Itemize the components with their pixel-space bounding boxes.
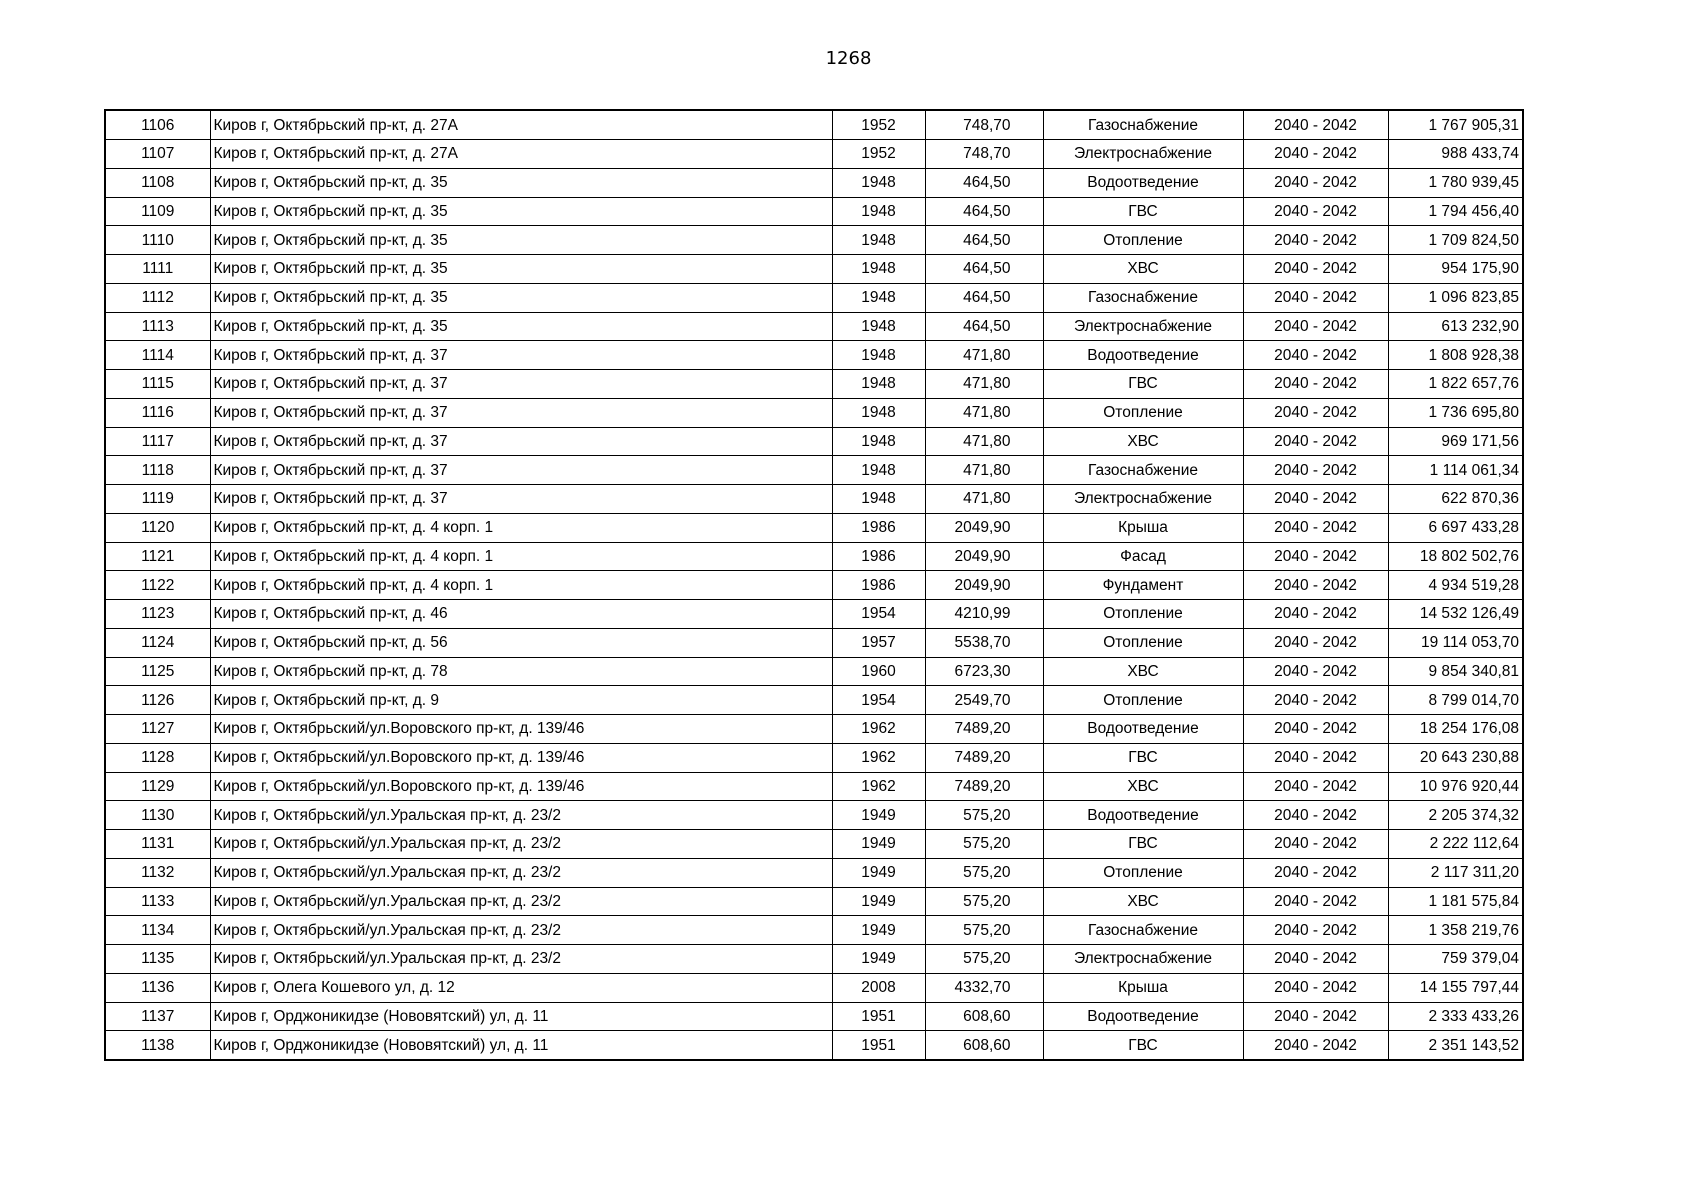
year-cell: 1948: [832, 283, 925, 312]
table-row: [105, 657, 1523, 686]
address-cell: Киров г, Октябрьский пр-кт, д. 35: [210, 312, 832, 341]
table-row: [105, 600, 1523, 629]
area-cell: 608,60: [925, 1031, 1043, 1061]
work-type-cell: Водоотведение: [1043, 715, 1243, 744]
work-type-cell: Водоотведение: [1043, 801, 1243, 830]
year-cell: 1948: [832, 456, 925, 485]
table-row: [105, 858, 1523, 887]
period-cell: 2040 - 2042: [1243, 945, 1388, 974]
cost-cell: 1 808 928,38: [1388, 341, 1523, 370]
work-type-cell: Отопление: [1043, 600, 1243, 629]
table-row: [105, 973, 1523, 1002]
row-number-cell: 1107: [105, 140, 210, 169]
table-row: [105, 398, 1523, 427]
work-type-cell: Газоснабжение: [1043, 110, 1243, 140]
work-type-cell: Отопление: [1043, 226, 1243, 255]
cost-cell: 1 358 219,76: [1388, 916, 1523, 945]
work-type-cell: Водоотведение: [1043, 341, 1243, 370]
cost-cell: 8 799 014,70: [1388, 686, 1523, 715]
cost-cell: 6 697 433,28: [1388, 513, 1523, 542]
row-number-cell: 1135: [105, 945, 210, 974]
address-cell: Киров г, Октябрьский пр-кт, д. 27А: [210, 140, 832, 169]
address-cell: Киров г, Октябрьский пр-кт, д. 4 корп. 1: [210, 571, 832, 600]
row-number-cell: 1127: [105, 715, 210, 744]
work-type-cell: Газоснабжение: [1043, 456, 1243, 485]
year-cell: 1986: [832, 571, 925, 600]
row-number-cell: 1118: [105, 456, 210, 485]
area-cell: 5538,70: [925, 628, 1043, 657]
period-cell: 2040 - 2042: [1243, 197, 1388, 226]
address-cell: Киров г, Орджоникидзе (Нововятский) ул, д. 11: [210, 1031, 832, 1061]
row-number-cell: 1137: [105, 1002, 210, 1031]
table-row: [105, 628, 1523, 657]
area-cell: 464,50: [925, 312, 1043, 341]
address-cell: Киров г, Октябрьский пр-кт, д. 56: [210, 628, 832, 657]
address-cell: Киров г, Октябрьский пр-кт, д. 37: [210, 485, 832, 514]
year-cell: 1948: [832, 312, 925, 341]
cost-cell: 1 709 824,50: [1388, 226, 1523, 255]
year-cell: 1986: [832, 513, 925, 542]
year-cell: 1948: [832, 168, 925, 197]
year-cell: 1948: [832, 255, 925, 284]
row-number-cell: 1117: [105, 427, 210, 456]
work-type-cell: ХВС: [1043, 255, 1243, 284]
table-row: [105, 571, 1523, 600]
row-number-cell: 1119: [105, 485, 210, 514]
address-cell: Киров г, Октябрьский пр-кт, д. 35: [210, 168, 832, 197]
address-cell: Киров г, Октябрьский пр-кт, д. 35: [210, 283, 832, 312]
year-cell: 1949: [832, 887, 925, 916]
address-cell: Киров г, Октябрьский/ул.Воровского пр-кт, д. 139/46: [210, 743, 832, 772]
work-type-cell: Отопление: [1043, 398, 1243, 427]
cost-cell: 18 254 176,08: [1388, 715, 1523, 744]
area-cell: 2549,70: [925, 686, 1043, 715]
year-cell: 1954: [832, 686, 925, 715]
cost-cell: 14 532 126,49: [1388, 600, 1523, 629]
area-cell: 575,20: [925, 887, 1043, 916]
table-row: [105, 743, 1523, 772]
period-cell: 2040 - 2042: [1243, 283, 1388, 312]
period-cell: 2040 - 2042: [1243, 1031, 1388, 1061]
area-cell: 471,80: [925, 485, 1043, 514]
year-cell: 1952: [832, 110, 925, 140]
year-cell: 1962: [832, 772, 925, 801]
cost-cell: 20 643 230,88: [1388, 743, 1523, 772]
year-cell: 1954: [832, 600, 925, 629]
area-cell: 2049,90: [925, 542, 1043, 571]
area-cell: 575,20: [925, 916, 1043, 945]
cost-cell: 9 854 340,81: [1388, 657, 1523, 686]
address-cell: Киров г, Октябрьский/ул.Уральская пр-кт, д. 23/2: [210, 916, 832, 945]
address-cell: Киров г, Октябрьский пр-кт, д. 78: [210, 657, 832, 686]
table-body: [105, 110, 1523, 1060]
period-cell: 2040 - 2042: [1243, 772, 1388, 801]
work-type-cell: ХВС: [1043, 657, 1243, 686]
address-cell: Киров г, Октябрьский пр-кт, д. 37: [210, 427, 832, 456]
year-cell: 1951: [832, 1031, 925, 1061]
year-cell: 1962: [832, 743, 925, 772]
table-row: [105, 312, 1523, 341]
address-cell: Киров г, Октябрьский пр-кт, д. 9: [210, 686, 832, 715]
year-cell: 1949: [832, 830, 925, 859]
row-number-cell: 1131: [105, 830, 210, 859]
year-cell: 1948: [832, 197, 925, 226]
year-cell: 1949: [832, 801, 925, 830]
row-number-cell: 1115: [105, 370, 210, 399]
cost-cell: 988 433,74: [1388, 140, 1523, 169]
row-number-cell: 1124: [105, 628, 210, 657]
year-cell: 1948: [832, 485, 925, 514]
cost-cell: 4 934 519,28: [1388, 571, 1523, 600]
period-cell: 2040 - 2042: [1243, 686, 1388, 715]
address-cell: Киров г, Октябрьский пр-кт, д. 37: [210, 341, 832, 370]
table-row: [105, 1002, 1523, 1031]
work-type-cell: Газоснабжение: [1043, 916, 1243, 945]
area-cell: 7489,20: [925, 743, 1043, 772]
area-cell: 471,80: [925, 341, 1043, 370]
year-cell: 1948: [832, 226, 925, 255]
table-row: [105, 686, 1523, 715]
area-cell: 464,50: [925, 283, 1043, 312]
table-row: [105, 255, 1523, 284]
period-cell: 2040 - 2042: [1243, 226, 1388, 255]
work-type-cell: Фасад: [1043, 542, 1243, 571]
row-number-cell: 1134: [105, 916, 210, 945]
period-cell: 2040 - 2042: [1243, 370, 1388, 399]
cost-cell: 954 175,90: [1388, 255, 1523, 284]
row-number-cell: 1129: [105, 772, 210, 801]
work-type-cell: ХВС: [1043, 427, 1243, 456]
area-cell: 608,60: [925, 1002, 1043, 1031]
period-cell: 2040 - 2042: [1243, 398, 1388, 427]
cost-cell: 2 333 433,26: [1388, 1002, 1523, 1031]
work-type-cell: Газоснабжение: [1043, 283, 1243, 312]
cost-cell: 1 181 575,84: [1388, 887, 1523, 916]
table-row: [105, 542, 1523, 571]
period-cell: 2040 - 2042: [1243, 657, 1388, 686]
row-number-cell: 1125: [105, 657, 210, 686]
area-cell: 464,50: [925, 197, 1043, 226]
address-cell: Киров г, Октябрьский пр-кт, д. 37: [210, 370, 832, 399]
area-cell: 575,20: [925, 945, 1043, 974]
address-cell: Киров г, Олега Кошевого ул, д. 12: [210, 973, 832, 1002]
table-row: [105, 427, 1523, 456]
period-cell: 2040 - 2042: [1243, 628, 1388, 657]
work-type-cell: Крыша: [1043, 973, 1243, 1002]
table-row: [105, 945, 1523, 974]
period-cell: 2040 - 2042: [1243, 427, 1388, 456]
area-cell: 748,70: [925, 110, 1043, 140]
area-cell: 471,80: [925, 427, 1043, 456]
address-cell: Киров г, Октябрьский/ул.Уральская пр-кт, д. 23/2: [210, 945, 832, 974]
cost-cell: 613 232,90: [1388, 312, 1523, 341]
area-cell: 464,50: [925, 226, 1043, 255]
period-cell: 2040 - 2042: [1243, 801, 1388, 830]
period-cell: 2040 - 2042: [1243, 312, 1388, 341]
work-type-cell: Водоотведение: [1043, 1002, 1243, 1031]
address-cell: Киров г, Октябрьский пр-кт, д. 27А: [210, 110, 832, 140]
period-cell: 2040 - 2042: [1243, 542, 1388, 571]
cost-cell: 969 171,56: [1388, 427, 1523, 456]
row-number-cell: 1120: [105, 513, 210, 542]
address-cell: Киров г, Октябрьский пр-кт, д. 4 корп. 1: [210, 542, 832, 571]
work-type-cell: ГВС: [1043, 197, 1243, 226]
row-number-cell: 1123: [105, 600, 210, 629]
area-cell: 4332,70: [925, 973, 1043, 1002]
row-number-cell: 1128: [105, 743, 210, 772]
year-cell: 1949: [832, 858, 925, 887]
area-cell: 6723,30: [925, 657, 1043, 686]
period-cell: 2040 - 2042: [1243, 513, 1388, 542]
table-row: [105, 715, 1523, 744]
row-number-cell: 1133: [105, 887, 210, 916]
cost-cell: 14 155 797,44: [1388, 973, 1523, 1002]
cost-cell: 1 736 695,80: [1388, 398, 1523, 427]
row-number-cell: 1108: [105, 168, 210, 197]
area-cell: 575,20: [925, 858, 1043, 887]
work-type-cell: ГВС: [1043, 830, 1243, 859]
registry-table: [104, 109, 1524, 1061]
period-cell: 2040 - 2042: [1243, 858, 1388, 887]
work-type-cell: Водоотведение: [1043, 168, 1243, 197]
period-cell: 2040 - 2042: [1243, 168, 1388, 197]
cost-cell: 10 976 920,44: [1388, 772, 1523, 801]
address-cell: Киров г, Октябрьский пр-кт, д. 37: [210, 398, 832, 427]
row-number-cell: 1110: [105, 226, 210, 255]
cost-cell: 622 870,36: [1388, 485, 1523, 514]
address-cell: Киров г, Орджоникидзе (Нововятский) ул, д. 11: [210, 1002, 832, 1031]
address-cell: Киров г, Октябрьский/ул.Уральская пр-кт, д. 23/2: [210, 801, 832, 830]
period-cell: 2040 - 2042: [1243, 341, 1388, 370]
year-cell: 1957: [832, 628, 925, 657]
work-type-cell: Отопление: [1043, 858, 1243, 887]
year-cell: 1986: [832, 542, 925, 571]
cost-cell: 1 794 456,40: [1388, 197, 1523, 226]
work-type-cell: Электроснабжение: [1043, 485, 1243, 514]
work-type-cell: ХВС: [1043, 887, 1243, 916]
table-row: [105, 226, 1523, 255]
area-cell: 471,80: [925, 370, 1043, 399]
work-type-cell: Крыша: [1043, 513, 1243, 542]
table-row: [105, 772, 1523, 801]
work-type-cell: ГВС: [1043, 743, 1243, 772]
period-cell: 2040 - 2042: [1243, 140, 1388, 169]
period-cell: 2040 - 2042: [1243, 110, 1388, 140]
area-cell: 7489,20: [925, 715, 1043, 744]
area-cell: 7489,20: [925, 772, 1043, 801]
year-cell: 1948: [832, 398, 925, 427]
row-number-cell: 1111: [105, 255, 210, 284]
area-cell: 464,50: [925, 168, 1043, 197]
row-number-cell: 1138: [105, 1031, 210, 1061]
cost-cell: 1 780 939,45: [1388, 168, 1523, 197]
address-cell: Киров г, Октябрьский/ул.Воровского пр-кт, д. 139/46: [210, 772, 832, 801]
address-cell: Киров г, Октябрьский пр-кт, д. 35: [210, 197, 832, 226]
area-cell: 471,80: [925, 456, 1043, 485]
work-type-cell: Электроснабжение: [1043, 945, 1243, 974]
cost-cell: 19 114 053,70: [1388, 628, 1523, 657]
table-row: [105, 485, 1523, 514]
area-cell: 748,70: [925, 140, 1043, 169]
period-cell: 2040 - 2042: [1243, 255, 1388, 284]
period-cell: 2040 - 2042: [1243, 743, 1388, 772]
address-cell: Киров г, Октябрьский/ул.Уральская пр-кт, д. 23/2: [210, 887, 832, 916]
table-row: [105, 456, 1523, 485]
address-cell: Киров г, Октябрьский пр-кт, д. 46: [210, 600, 832, 629]
address-cell: Киров г, Октябрьский пр-кт, д. 35: [210, 255, 832, 284]
row-number-cell: 1136: [105, 973, 210, 1002]
work-type-cell: ГВС: [1043, 1031, 1243, 1061]
address-cell: Киров г, Октябрьский/ул.Уральская пр-кт, д. 23/2: [210, 830, 832, 859]
year-cell: 1948: [832, 427, 925, 456]
cost-cell: 2 205 374,32: [1388, 801, 1523, 830]
table-row: [105, 887, 1523, 916]
work-type-cell: Отопление: [1043, 686, 1243, 715]
row-number-cell: 1114: [105, 341, 210, 370]
address-cell: Киров г, Октябрьский пр-кт, д. 35: [210, 226, 832, 255]
cost-cell: 2 351 143,52: [1388, 1031, 1523, 1061]
row-number-cell: 1121: [105, 542, 210, 571]
work-type-cell: Отопление: [1043, 628, 1243, 657]
row-number-cell: 1106: [105, 110, 210, 140]
period-cell: 2040 - 2042: [1243, 571, 1388, 600]
area-cell: 575,20: [925, 801, 1043, 830]
period-cell: 2040 - 2042: [1243, 887, 1388, 916]
period-cell: 2040 - 2042: [1243, 1002, 1388, 1031]
period-cell: 2040 - 2042: [1243, 715, 1388, 744]
table-row: [105, 830, 1523, 859]
row-number-cell: 1132: [105, 858, 210, 887]
year-cell: 1952: [832, 140, 925, 169]
cost-cell: 1 767 905,31: [1388, 110, 1523, 140]
work-type-cell: ГВС: [1043, 370, 1243, 399]
period-cell: 2040 - 2042: [1243, 456, 1388, 485]
year-cell: 1960: [832, 657, 925, 686]
table-row: [105, 140, 1523, 169]
cost-cell: 2 222 112,64: [1388, 830, 1523, 859]
table-row: [105, 168, 1523, 197]
address-cell: Киров г, Октябрьский пр-кт, д. 37: [210, 456, 832, 485]
period-cell: 2040 - 2042: [1243, 916, 1388, 945]
period-cell: 2040 - 2042: [1243, 973, 1388, 1002]
cost-cell: 1 114 061,34: [1388, 456, 1523, 485]
area-cell: 471,80: [925, 398, 1043, 427]
year-cell: 1948: [832, 370, 925, 399]
row-number-cell: 1130: [105, 801, 210, 830]
area-cell: 2049,90: [925, 513, 1043, 542]
row-number-cell: 1122: [105, 571, 210, 600]
table-row: [105, 801, 1523, 830]
year-cell: 1962: [832, 715, 925, 744]
table-row: [105, 283, 1523, 312]
work-type-cell: Электроснабжение: [1043, 140, 1243, 169]
cost-cell: 1 096 823,85: [1388, 283, 1523, 312]
year-cell: 1949: [832, 916, 925, 945]
cost-cell: 1 822 657,76: [1388, 370, 1523, 399]
table-row: [105, 916, 1523, 945]
table-row: [105, 1031, 1523, 1061]
work-type-cell: ХВС: [1043, 772, 1243, 801]
row-number-cell: 1109: [105, 197, 210, 226]
row-number-cell: 1126: [105, 686, 210, 715]
table-row: [105, 341, 1523, 370]
cost-cell: 18 802 502,76: [1388, 542, 1523, 571]
area-cell: 4210,99: [925, 600, 1043, 629]
year-cell: 1951: [832, 1002, 925, 1031]
year-cell: 1948: [832, 341, 925, 370]
year-cell: 1949: [832, 945, 925, 974]
cost-cell: 2 117 311,20: [1388, 858, 1523, 887]
area-cell: 2049,90: [925, 571, 1043, 600]
work-type-cell: Фундамент: [1043, 571, 1243, 600]
area-cell: 464,50: [925, 255, 1043, 284]
address-cell: Киров г, Октябрьский/ул.Уральская пр-кт, д. 23/2: [210, 858, 832, 887]
row-number-cell: 1113: [105, 312, 210, 341]
period-cell: 2040 - 2042: [1243, 485, 1388, 514]
cost-cell: 759 379,04: [1388, 945, 1523, 974]
area-cell: 575,20: [925, 830, 1043, 859]
table-row: [105, 513, 1523, 542]
address-cell: Киров г, Октябрьский пр-кт, д. 4 корп. 1: [210, 513, 832, 542]
page-number: 1268: [825, 48, 872, 69]
work-type-cell: Электроснабжение: [1043, 312, 1243, 341]
table-row: [105, 110, 1523, 140]
period-cell: 2040 - 2042: [1243, 830, 1388, 859]
period-cell: 2040 - 2042: [1243, 600, 1388, 629]
row-number-cell: 1116: [105, 398, 210, 427]
table-row: [105, 370, 1523, 399]
year-cell: 2008: [832, 973, 925, 1002]
table-row: [105, 197, 1523, 226]
row-number-cell: 1112: [105, 283, 210, 312]
address-cell: Киров г, Октябрьский/ул.Воровского пр-кт, д. 139/46: [210, 715, 832, 744]
